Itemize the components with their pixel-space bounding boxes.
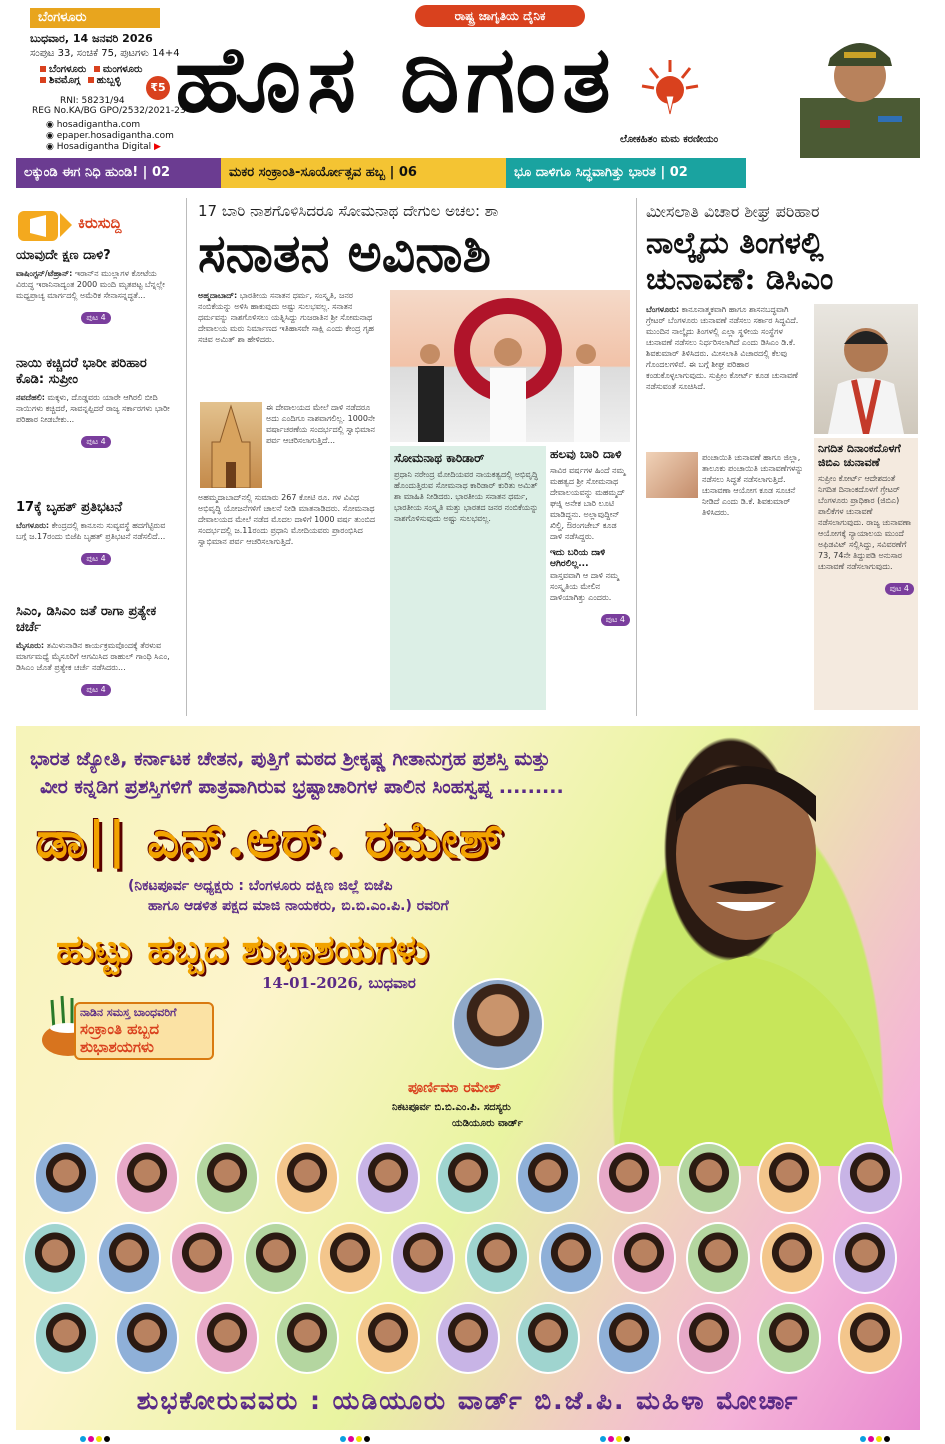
wife-name: ಪೂರ್ಣಿಮಾ ರಮೇಶ್ [408,1080,501,1096]
well-wisher-portrait [465,1222,529,1294]
brief-headline[interactable]: ಸಿಎಂ, ಡಿಸಿಎಂ ಜತೆ ರಾಗಾ ಪ್ರತ್ಯೇಕ ಚರ್ಚೆ [16,604,157,635]
well-wisher-portrait [97,1222,161,1294]
edition-item: ಬೆಂಗಳೂರು [40,64,86,75]
page-ref[interactable]: ಪುಟ 4 [81,684,110,696]
sidebar-body: ವಾಸ್ತವವಾಗಿ ಆ ದಾಳಿ ನಮ್ಮ ಸಂಸ್ಕೃತಿಯ ಮೇಲಿನ ದಾಳಿಯಾಗಿತ್ತು ಎಂದರು. [550,571,619,602]
briefs-title: ಕಿರುಸುದ್ದಿ [78,214,122,232]
well-wisher-portrait [34,1142,98,1214]
right-kicker: ಮೀಸಲಾತಿ ವಿಚಾರ ಶೀಘ್ರ ಪರಿಹಾರ [646,202,820,221]
well-wisher-portrait [244,1222,308,1294]
election-box-headline[interactable]: ನಿಗದಿತ ದಿನಾಂಕದೊಳಗೆ ಜಿಬಿಎ ಚುನಾವಣೆ [818,442,901,469]
well-wisher-portrait [757,1302,821,1374]
well-wisher-portrait [356,1302,420,1374]
well-wisher-portrait [838,1142,902,1214]
well-wisher-portrait [612,1222,676,1294]
hands-photo [646,452,698,498]
edition-item: ಶಿವಮೊಗ್ಗ [40,75,80,86]
teaser-bar [16,158,920,188]
teaser-item[interactable]: ಭೂ ದಾಳಿಗೂ ಸಿದ್ಧವಾಗಿತ್ತು ಭಾರತ | 02 [506,158,746,188]
sidebar-body: ಸಾವಿರ ವರ್ಷಗಳ ಹಿಂದೆ ನಮ್ಮ ಮಹತ್ವದ ಶ್ರೀ ಸೋಮನಾಥ ದೇವಾಲಯವನ್ನು ಮಹಮ್ಮದ್ ಘಜ್ನಿ ಅನೇಕ ಬಾರಿ ಲೂಟಿ ಮಾಡಿದ್ದನು. ಅಲ್ಲಾವುದ್ದೀನ್ ಖಿಲ್ಜಿ, ಔರಂಗಜೇಬ್ ಕೂಡ ದಾಳಿ ನಡೆಸಿದ್ದರು. [550,466,626,541]
social-icon: ◉ [46,142,57,152]
sidebar-headline[interactable]: ಹಲವು ಬಾರಿ ದಾಳಿ [550,447,622,461]
birthday-wish: ಹುಟ್ಟು ಹಬ್ಬದ ಶುಭಾಶಯಗಳು [56,926,429,971]
well-wisher-portrait [195,1302,259,1374]
newspaper-title: ಹೊಸ ದಿಗಂತ [175,25,617,133]
well-wisher-portrait [195,1142,259,1214]
well-wisher-portrait [833,1222,897,1294]
well-wisher-portrait [170,1222,234,1294]
brief-headline[interactable]: ಯಾವುದೇ ಕ್ಷಣ ದಾಳಿ? [16,248,111,263]
sidebar-box-2 [550,446,630,626]
well-wisher-portrait [677,1142,741,1214]
brief-headline[interactable]: 17ಕ್ಕೆ ಬೃಹತ್ ಪ್ರತಿಭಟನೆ [16,500,123,515]
ad-intro-line1: ಭಾರತ ಜ್ಯೋತಿ, ಕರ್ನಾಟಕ ಚೇತನ, ಪುತ್ತಿಗೆ ಮಠದ ಶ್ರೀಕೃಷ್ಣ ಗೀತಾನುಗ್ರಹ ಪ್ರಶಸ್ತಿ ಮತ್ತು [30,748,551,770]
right-body-mid: ಪಂಚಾಯಿತಿ ಚುನಾವಣೆ ಹಾಗೂ ಜಿಲ್ಲಾ, ತಾಲೂಕು ಪಂಚಾಯಿತಿ ಚುನಾವಣೆಗಳನ್ನು ನಡೆಸಲು ಸಿದ್ಧತೆ ನಡೆಸಲಾಗುತ್ತಿದೆ. ಚುನಾವಣಾ ಆಯೋಗ ಕೂಡ ಸೂಚನೆ ನೀಡಿದೆ ಎಂದು ಡಿ.ಕೆ. ಶಿವಕುಮಾರ್ ತಿಳಿಸಿದರು. [702,453,804,517]
well-wisher-portrait [275,1142,339,1214]
lead-body-mid: ಈ ದೇವಾಲಯದ ಮೇಲೆ ದಾಳಿ ನಡೆದರೂ ಅದು ಎಂದಿಗೂ ನಾಶವಾಗಲಿಲ್ಲ. 1000ನೇ ವರ್ಷಾಚರಣೆಯ ಸಂದರ್ಭದಲ್ಲಿ ಸ್ವಾಭಿಮಾನ ಪರ್ವ ಆಚರಿಸಲಾಗುತ್ತಿದೆ... [266,403,376,445]
megaphone-icon [16,205,74,245]
right-body-top: ಬೆಂಗಳೂರು: ಕಾನೂನಾತ್ಮಕವಾಗಿ ಹಾಗೂ ಶಾಸನಬದ್ಧವಾಗಿ ಗ್ರೇಟರ್ ಬೆಂಗಳೂರು ಚುನಾವಣೆ ನಡೆಸಲು ಸರ್ಕಾರ ಸಿದ್ಧವಿದೆ. ಮುಂದಿನ ನಾಲ್ಕೈದು ತಿಂಗಳಲ್ಲಿ ಎಲ್ಲಾ ಸ್ಥಳೀಯ ಸಂಸ್ಥೆಗಳ ಚುನಾವಣೆ ನಡೆಸಲು ನಿರ್ಧರಿಸಲಾಗಿದೆ ಎಂದು ಡಿಸಿಎಂ ಡಿ.ಕೆ. ಶಿವಕುಮಾರ್ ತಿಳಿಸಿದರು. ಮೀಸಲಾತಿ ವಿಚಾರದಲ್ಲಿ ಕೆಲವು ಗೊಂದಲಗಳಿವೆ. ಈ ಬಗ್ಗೆ ಶೀಘ್ರ ಪರಿಹಾರ ಕಂಡುಕೊಳ್ಳಲಾಗುವುದು. ಸುಪ್ರೀಂ ಕೋರ್ಟ್ ಕೂಡ ಚುನಾವಣೆ ನಡೆಸುವಂತೆ ಸೂಚಿಸಿದೆ. [646,305,799,391]
brief-item [16,500,176,565]
wife-role-line1: ನಿಕಟಪೂರ್ವ ಬಿ.ಬಿ.ಎಂ.ಪಿ. ಸದಸ್ಯರು [392,1102,511,1113]
sun-pen-logo-icon [640,56,700,116]
amit-shah-garland-photo [390,290,630,442]
newspaper-motto: ಲೋಕಹಿತಂ ಮಮ ಕರಣೀಯಂ [620,134,719,145]
lead-kicker: 17 ಬಾರಿ ನಾಶಗೊಳಿಸಿದರೂ ಸೋಮನಾಥ ದೇಗುಲ ಅಚಲ: ಶಾ [198,202,499,220]
brief-body: ಬೆಂಗಳೂರು: ಕೇಂದ್ರದಲ್ಲಿ ಕಾನೂನು ಸುವ್ಯವಸ್ಥೆ ಹದಗೆಟ್ಟಿರುವ ಬಗ್ಗೆ ಜ.17ರಂದು ಬಿಜೆಪಿ ಬೃಹತ್ ಪ್ರತಿಭಟನೆ ನಡೆಸಲಿದೆ... [16,521,166,541]
brief-item [16,604,176,696]
sidebar-headline[interactable]: ಇದು ಬರಿಯ ದಾಳಿ ಆಗಿರಲಿಲ್ಲ... [550,548,606,569]
sankranti-greeting: ನಾಡಿನ ಸಮಸ್ತ ಬಾಂಧವರಿಗೆ ಸಂಕ್ರಾಂತಿ ಹಬ್ಬದ ಶುಭಾಶಯಗಳು [74,1002,214,1060]
ad-intro-line2: ವೀರ ಕನ್ನಡಿಗ ಪ್ರಶಸ್ತಿಗಳಿಗೆ ಪಾತ್ರವಾಗಿರುವ ಭ್ರಷ್ಟಾಚಾರಿಗಳ ಪಾಲಿನ ಸಿಂಹಸ್ವಪ್ನ ......... [40,776,564,798]
issue-volume: ಸಂಪುಟ 33, ಸಂಚಿಕೆ 75, ಪುಟಗಳು 14+4 [30,48,180,59]
globe-icon: ◉ [46,131,57,141]
brief-item [16,356,176,448]
lead-headline[interactable]: ಸನಾತನ ಅವಿನಾಶಿ [198,223,492,284]
page-ref[interactable]: ಪುಟ 4 [81,436,110,448]
sidebar-headline[interactable]: ಸೋಮನಾಥ ಕಾರಿಡಾರ್ [394,451,485,465]
column-divider [636,198,637,716]
well-wisher-portrait [677,1302,741,1374]
print-registration-marks [600,1436,630,1442]
well-wisher-portrait [760,1222,824,1294]
right-headline-line2[interactable]: ಚುನಾವಣೆ: ಡಿಸಿಎಂ [646,262,834,297]
well-wisher-portrait [115,1302,179,1374]
well-wisher-portrait [686,1222,750,1294]
well-wisher-portrait [391,1222,455,1294]
page-ref[interactable]: ಪುಟ 4 [81,312,110,324]
page-ref[interactable]: ಪುಟ 4 [601,614,630,626]
well-wisher-portrait [597,1142,661,1214]
column-divider [186,198,187,716]
well-wisher-portrait [516,1142,580,1214]
well-wisher-portrait [597,1302,661,1374]
price-badge: ₹5 [146,76,170,100]
print-registration-marks [80,1436,110,1442]
print-registration-marks [860,1436,890,1442]
youtube-link[interactable]: ◉ Hosadigantha Digital ▶ [46,142,161,152]
brief-body: ವಾಷಿಂಗ್ಟನ್/ಟೆಹ್ರಾನ್: ಇರಾನ್‌ನ ಮುಲ್ಲಾಗಳ ಕೋಟೆಯ ವಿರುದ್ಧ ಇರಾನಿನಾದ್ಯಂತ 2000 ಮಂದಿ ಮೃತಪಟ್ಟ ಬೆನ್ನಲ್ಲೇ ಮಧ್ಯಪ್ರಾಚ್ಯ ಮಾರ್ಗದಲ್ಲಿ ಅಮೆರಿಕ ಸೇನಾಸನ್ನದ್ಧತೆ... [16,269,165,300]
edition-city-tag: ಬೆಂಗಳೂರು [30,8,160,28]
birthday-date: 14-01-2026, ಬುಧವಾರ [262,974,416,992]
tagline-banner: ರಾಷ್ಟ್ರ ಜಾಗೃತಿಯ ದೈನಿಕ [415,5,585,27]
well-wisher-portrait [115,1142,179,1214]
rni-number: RNI: 58231/94 [60,96,125,106]
registration-number: REG No.KA/BG GPO/2532/2021-23 [32,106,186,116]
teaser-item[interactable]: ಲಕ್ಕುಂಡಿ ಈಗ ನಿಧಿ ಹುಂಡಿ! | 02 [16,158,221,188]
birthday-advertisement [16,726,920,1430]
edition-list [40,64,150,86]
honoree-name: ಡಾ|| ಎನ್.ಆರ್. ರಮೇಶ್ [36,810,506,869]
teaser-item[interactable]: ಮಕರ ಸಂಕ್ರಾಂತಿ-ಸೂರ್ಯೋತ್ಸವ ಹಬ್ಬ | 06 [221,158,506,188]
well-wisher-portrait [34,1302,98,1374]
well-wisher-portrait [757,1142,821,1214]
well-wishers-portraits [26,1142,910,1386]
youtube-icon: ▶ [151,142,161,152]
ad-signoff: ಶುಭಕೋರುವವರು : ಯಡಿಯೂರು ವಾರ್ಡ್ ಬಿ.ಜೆ.ಪಿ. ಮಹಿಳಾ ಮೋರ್ಚಾ [136,1386,800,1415]
somnath-temple-photo [200,402,262,488]
epaper-link[interactable]: ◉ epaper.hosadigantha.com [46,131,174,141]
wife-role-line2: ಯಡಿಯೂರು ವಾರ್ಡ್ [452,1118,523,1129]
lead-body-top: ಅಹ್ಮದಾಬಾದ್: ಭಾರತೀಯ ಸನಾತನ ಧರ್ಮ, ಸಂಸ್ಕೃತಿ, ಜನರ ನಂಬಿಕೆಯನ್ನು ಅಳಿಸಿ ಹಾಕುವುದು ಅಷ್ಟು ಸುಲಭವಲ್ಲ. ಸನಾತನ ಧರ್ಮವನ್ನು ನಾಶಗೊಳಿಸಲು ಯತ್ನಿಸಿದ್ದು ಗುಜರಾತಿನ ಶ್ರೀ ಸೋಮನಾಥ ದೇವಾಲಯ ಮರು ನಿರ್ಮಾಣದ ಇತಿಹಾಸವೇ ಸಾಕ್ಷಿ ಎಂದು ಕೇಂದ್ರ ಗೃಹ ಸಚಿವ ಅಮಿತ್ ಶಾ ಹೇಳಿದರು. [198,291,374,344]
dk-shivakumar-photo [814,304,918,434]
well-wisher-portrait [436,1302,500,1374]
right-headline-line1[interactable]: ನಾಲ್ಕೈದು ತಿಂಗಳಲ್ಲಿ [646,226,824,261]
page-ref[interactable]: ಪುಟ 4 [81,553,110,565]
sidebar-box [390,446,546,710]
well-wisher-portrait [23,1222,87,1294]
sidebar-body: ಪ್ರಧಾನಿ ನರೇಂದ್ರ ಮೋದಿಯವರ ನಾಯಕತ್ವದಲ್ಲಿ ಅಭಿವೃದ್ಧಿ ಹೊಂದುತ್ತಿರುವ ಸೋಮನಾಥ ಕಾರಿಡಾರ್ ಕುರಿತು ಅಮಿತ್ ಶಾ ಮಾಹಿತಿ ನೀಡಿದರು. ಭಾರತೀಯ ಸನಾತನ ಧರ್ಮ, ಭಾರತೀಯ ಸಂಸ್ಕೃತಿ ಮತ್ತು ಭಾರತದ ಜನರ ನಂಬಿಕೆಯನ್ನು ನಾಶಗೊಳಿಸುವುದು ಅಷ್ಟು ಸುಲಭವಲ್ಲ. [394,470,539,523]
army-officer-photo [760,28,920,178]
brief-body: ಮೈಸೂರು: ತಮಿಳುನಾಡಿನ ಕಾರ್ಯಕ್ರಮವೊಂದಕ್ಕೆ ತೆರಳುವ ಮಾರ್ಗಮಧ್ಯೆ ಮೈಸೂರಿಗೆ ಆಗಮಿಸಿದ ರಾಹುಲ್ ಗಾಂಧಿ ಸಿಎಂ, ಡಿಸಿಎಂ ಜೊತೆ ಪ್ರತ್ಯೇಕ ಚರ್ಚೆ ನಡೆಸಿದರು... [16,641,170,672]
well-wisher-portrait [436,1142,500,1214]
brief-headline[interactable]: ನಾಯಿ ಕಚ್ಚಿದರೆ ಭಾರೀ ಪರಿಹಾರ ಕೊಡಿ: ಸುಪ್ರೀಂ [16,356,147,387]
website-link[interactable]: ◉ hosadigantha.com [46,120,141,130]
honoree-title-line2: ಹಾಗೂ ಆಡಳಿತ ಪಕ್ಷದ ಮಾಜಿ ನಾಯಕರು, ಬಿ.ಬಿ.ಎಂ.ಪಿ.) ರವರಿಗೆ [148,898,449,914]
well-wisher-portrait [838,1302,902,1374]
edition-item: ಮಂಗಳೂರು [94,64,143,75]
print-registration-marks [340,1436,370,1442]
brief-body: ನವದೆಹಲಿ: ಮಕ್ಕಳು, ದೊಡ್ಡವರು ಯಾರೇ ಆಗಿರಲಿ ಬೀದಿ ನಾಯಿಗಳು ಕಚ್ಚಿದರೆ, ಸಾವನ್ನಪ್ಪಿದರೆ ರಾಜ್ಯ ಸರ್ಕಾರಗಳು ಭಾರೀ ಪರಿಹಾರ ನೀಡಬೇಕು... [16,393,170,424]
page-ref[interactable]: ಪುಟ 4 [885,583,914,595]
honoree-title-line1: (ನಿಕಟಪೂರ್ವ ಅಧ್ಯಕ್ಷರು : ಬೆಂಗಳೂರು ದಕ್ಷಿಣ ಜಿಲ್ಲೆ ಬಿಜೆಪಿ [128,878,393,894]
well-wisher-portrait [275,1302,339,1374]
election-box [814,438,918,710]
well-wisher-portrait [539,1222,603,1294]
well-wisher-portrait [318,1222,382,1294]
edition-item: ಹುಬ್ಬಳ್ಳಿ [88,75,121,86]
election-box-body: ಸುಪ್ರೀಂ ಕೋರ್ಟ್ ಆದೇಶದಂತೆ ನಿಗದಿತ ದಿನಾಂಕದೊಳಗೆ ಗ್ರೇಟರ್ ಬೆಂಗಳೂರು ಪ್ರಾಧಿಕಾರ (ಜಿಬಿಎ) ಪಾಲಿಕೆಗಳ ಚುನಾವಣೆ ನಡೆಸಲಾಗುವುದು. ರಾಜ್ಯ ಚುನಾವಣಾ ಆಯೋಗಕ್ಕೆ ನ್ಯಾಯಾಲಯ ಮುಂದೆ ಅಫಿಡವಿಟ್ ಸಲ್ಲಿಸಿದ್ದು, ಸವಿವರಣೆಗೆ 73, 74ನೇ ತಿದ್ದುಪಡಿ ಅನುಸಾರ ಚುನಾವಣೆ ನಡೆಸಲಾಗುವುದು. [818,474,912,571]
issue-date: ಬುಧವಾರ, 14 ಜನವರಿ 2026 [30,32,153,45]
well-wisher-portrait [356,1142,420,1214]
brief-item [16,248,176,324]
wife-portrait [452,978,544,1070]
globe-icon: ◉ [46,120,57,130]
lead-body-bottom: ಅಹಮ್ಮದಾಬಾದ್‌ನಲ್ಲಿ ಸುಮಾರು 267 ಕೋಟಿ ರೂ. ಗಳ ವಿವಿಧ ಅಭಿವೃದ್ಧಿ ಯೋಜನೆಗಳಿಗೆ ಚಾಲನೆ ನೀಡಿ ಮಾತನಾಡಿದರು. ಸೋಮನಾಥ ದೇವಾಲಯದ ಮೇಲೆ ನಡೆದ ಮೊದಲ ದಾಳಿಗೆ 1000 ವರ್ಷ ತುಂಬಿದ ಸಂದರ್ಭದಲ್ಲಿ ಜ.11ರಂದು ಪ್ರಧಾನಿ ಮೋದಿಯವರು ಪ್ರಾರಂಭಿಸಿದ ಸ್ವಾಭಿಮಾನ ಪರ್ವ ಆಚರಿಸಲಾಗುತ್ತಿದೆ. [198,493,376,546]
well-wisher-portrait [516,1302,580,1374]
